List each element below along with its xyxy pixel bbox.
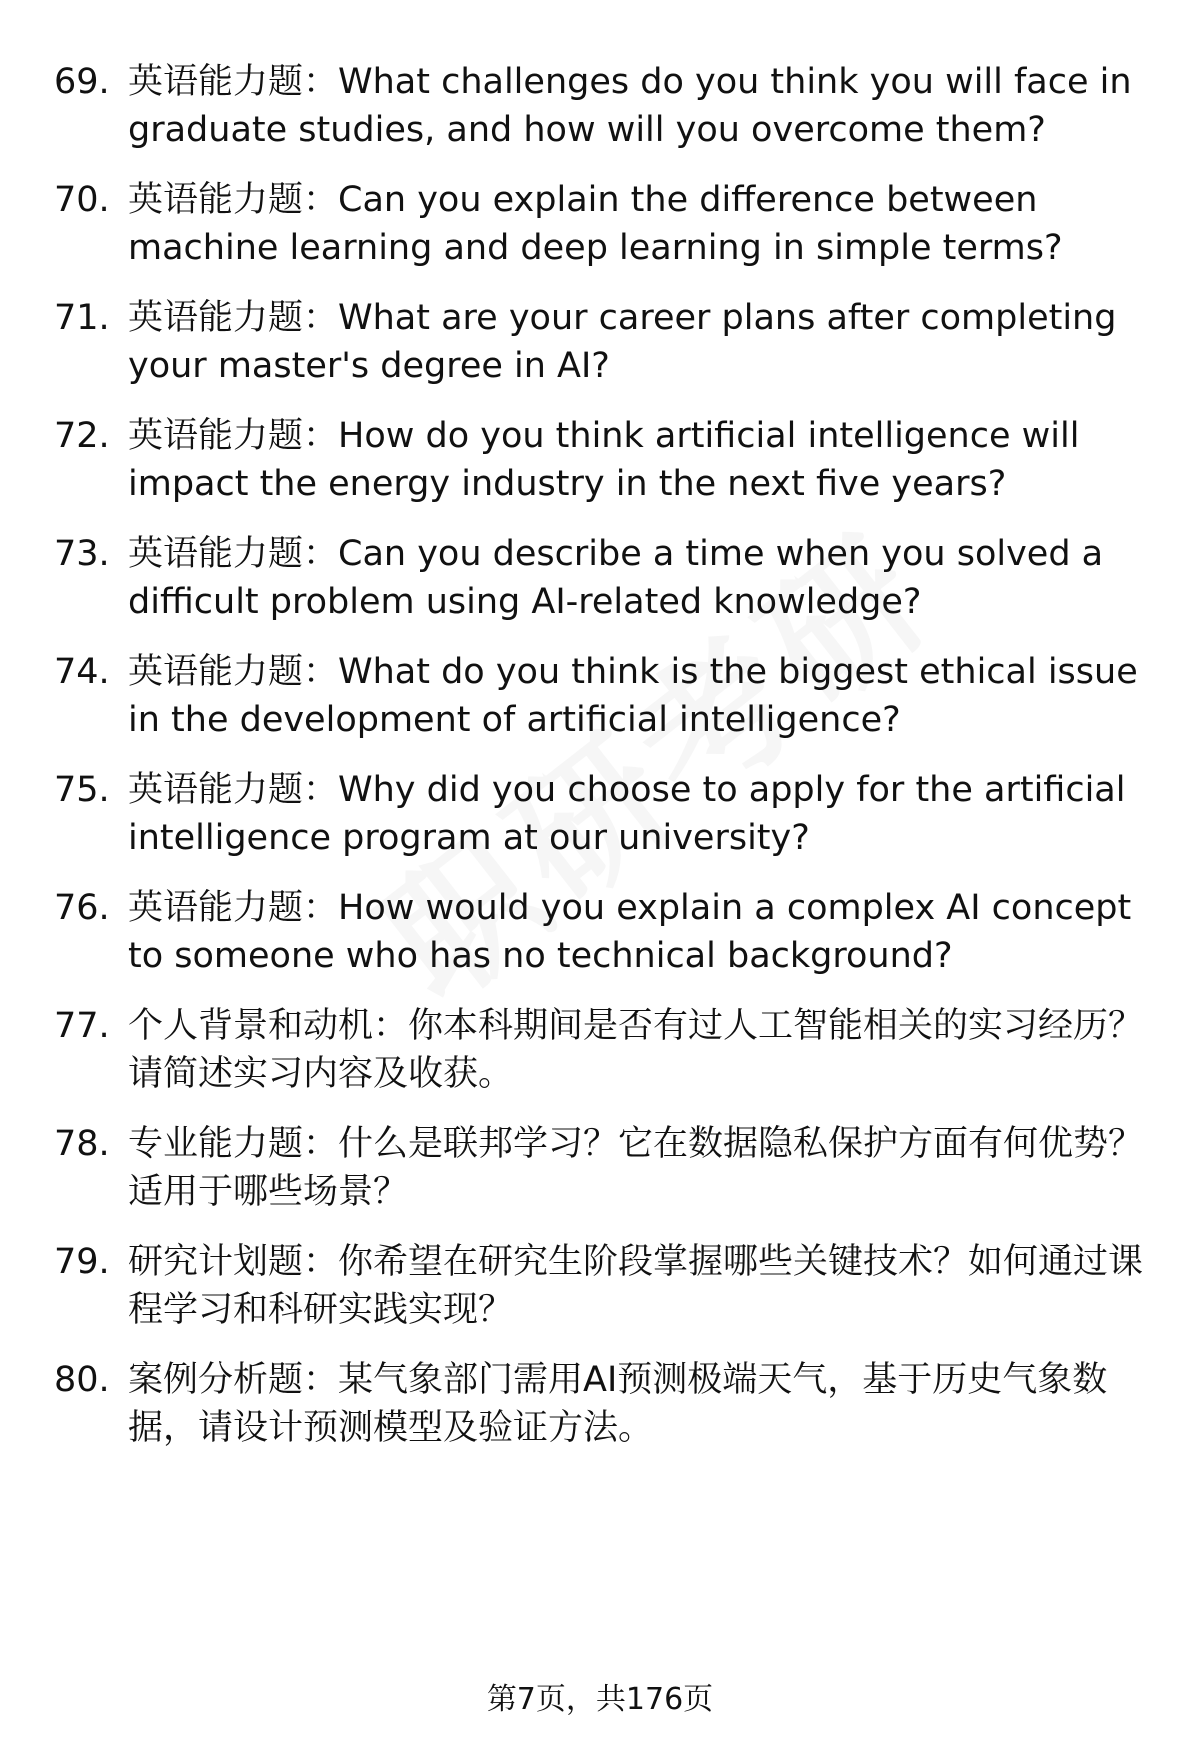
question-item [54, 1356, 1154, 1452]
question-item [54, 412, 1154, 508]
question-text: 英语能力题：What are your career plans after completing your master's degree in AI? [128, 298, 1117, 386]
question-number: 74. [54, 652, 110, 692]
question-text: 专业能力题：什么是联邦学习？它在数据隐私保护方面有何优势？适用于哪些场景？ [128, 1124, 1144, 1212]
question-item [54, 1238, 1154, 1334]
question-number: 71. [54, 298, 110, 338]
question-item [54, 530, 1154, 626]
question-number: 79. [54, 1242, 110, 1282]
question-item [54, 884, 1154, 980]
question-number: 69. [54, 62, 110, 102]
question-text: 研究计划题：你希望在研究生阶段掌握哪些关键技术？如何通过课程学习和科研实践实现？ [128, 1242, 1144, 1330]
question-text: 英语能力题：How do you think artificial intelligence will impact the energy industry in the next five years? [128, 416, 1080, 504]
question-number: 76. [54, 888, 110, 928]
question-text: 英语能力题：Can you explain the difference between machine learning and deep learning in simple terms? [128, 180, 1063, 268]
question-number: 77. [54, 1006, 110, 1046]
question-number: 75. [54, 770, 110, 810]
question-text: 英语能力题：What challenges do you think you will face in graduate studies, and how will you overcome them? [128, 62, 1132, 150]
question-number: 70. [54, 180, 110, 220]
question-text: 英语能力题：Why did you choose to apply for the artificial intelligence program at our university? [128, 770, 1126, 858]
question-text: 案例分析题：某气象部门需用AI预测极端天气，基于历史气象数据，请设计预测模型及验证方法。 [128, 1360, 1108, 1448]
question-item [54, 294, 1154, 390]
question-item [54, 648, 1154, 744]
question-text: 英语能力题：How would you explain a complex AI concept to someone who has no technical background? [128, 888, 1132, 976]
question-item [54, 766, 1154, 862]
question-item [54, 1120, 1154, 1216]
question-text: 英语能力题：What do you think is the biggest ethical issue in the development of artificial intelligence? [128, 652, 1138, 740]
question-text: 英语能力题：Can you describe a time when you solved a difficult problem using AI-related knowledge? [128, 534, 1104, 622]
question-number: 78. [54, 1124, 110, 1164]
question-number: 72. [54, 416, 110, 456]
page-footer: 第7页，共176页 [486, 1682, 714, 1717]
question-number: 73. [54, 534, 110, 574]
question-text: 个人背景和动机：你本科期间是否有过人工智能相关的实习经历？请简述实习内容及收获。 [128, 1006, 1144, 1094]
question-item [54, 1002, 1154, 1098]
question-number: 80. [54, 1360, 110, 1400]
question-item [54, 58, 1154, 154]
question-item [54, 176, 1154, 272]
